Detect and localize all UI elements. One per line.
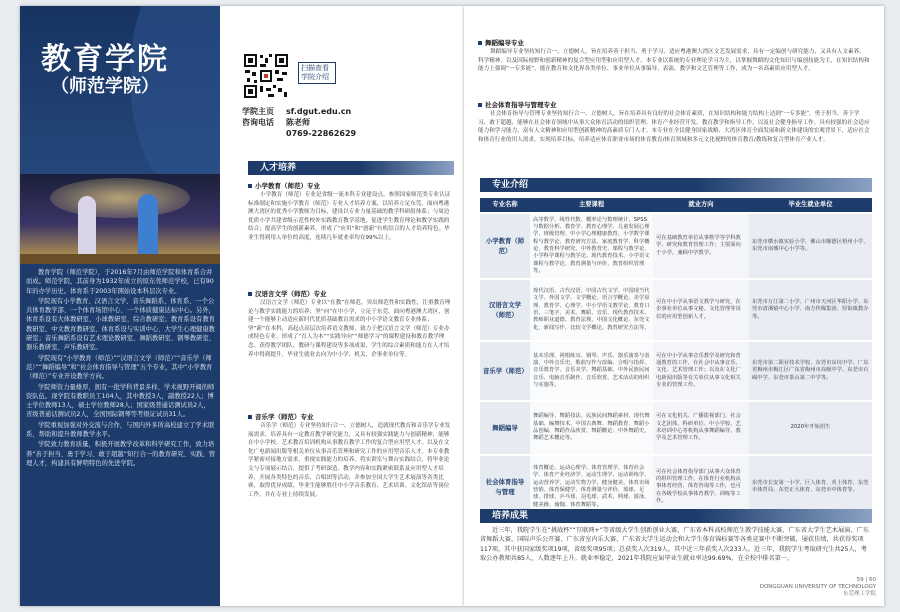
intro-paragraph: 学院现有小学教育、汉语言文学、音乐舞蹈系、体育系、一个公共体育教学部、一个体育场馆中心、一个体质健康达标中心。另外，体育系设有大体教研室、小球教研室、综合教研室；教育系设有教育教研室、中文教育教研室、体育系设与实训中心、大学生心理健康教研室；音乐舞蹈系设有艺术理论教研室、舞蹈教研室、钢琴教研室、器乐教研室、声乐教研室。: [26, 297, 215, 352]
title-block: [20, 6, 220, 174]
col-header-courses: 主要课程: [530, 198, 653, 212]
cell-career: 可在文化机关、广播影视部门、社会文艺团体、科研单位、中小学校、艺术培训中心等机构从事舞蹈编导、教学及艺术管理工作。: [653, 402, 749, 454]
right-page: [464, 6, 884, 606]
cell-major: 音乐学（师范）: [480, 342, 530, 400]
performer-right: [138, 194, 158, 258]
college-title: 教育学院: [41, 42, 169, 77]
major-title-chinese: 汉语言文学（师范）专业: [248, 289, 327, 298]
intro-paragraph: 学院重视加强对外交流与合作，与国内外多所高校建立了学术联系，帮助和提升教师教学水平。: [26, 421, 215, 439]
cell-courses: 舞蹈编导、舞蹈技法、民族民间舞蹈素材、现代舞基础、编舞技术、中国古典舞、舞蹈教育、舞蹈小品创编、舞蹈作品欣赏、舞蹈概论、中外舞蹈史、舞蹈艺术概论等。: [530, 402, 653, 454]
major-desc-music: 音乐学（师范）专业坚持知行合一、立德树人，造就现代教育和音乐学专业发展需求。培养具有一定教育教学研究能力，又具有较强实践能力与创新精神，能够在中小学校、艺术教育培训机构从事教育教学工作的复合型应用型人才。以及在文化广电新闻出版等相关单位从事音乐管理和研究工作的应用型音乐人才。本专业教学紧密对接地方需求，重视实践能力的培养，将实训室与舞台实践结合，将毕业论文与专项展示结合，提供了考研深造、教学内容和实践紧密联系及应用型人才培养，开展各类特色的音乐、合唱团等活动，并参加全国大学生艺术展演等各类比赛，取得优异成绩。毕业生能够胜任中小学音乐教育、艺术培训、文化馆站等岗位工作，并在专业上持续发展。: [248, 423, 451, 498]
major-title-dance: 舞蹈编导专业: [478, 38, 524, 47]
university-name-en: DONGGUAN UNIVERSITY OF TECHNOLOGY: [759, 584, 876, 590]
college-subtitle: （师范学院）: [51, 76, 159, 97]
cell-major: 汉语言文学（师范）: [480, 280, 530, 340]
major-desc-dance: 舞蹈编导专业坚持知行合一、立德树人，旨在培养善于担当、勇于学习、适应粤港澳大湾区文艺发展需求，具有一定编创与研究能力，又具有人文素养、科学精神，以及国际视野和创新精神的复合型应用型和应用型人才。本专业以系统的专业理论学习为主，以掌握舞蹈的文化知识与编创技能为主，在知识结构和能力上强调“一专多能”，能在教育和文化界各类单位、事业单位从事编导、表演、教学和文艺管理等工作，成为一名高素质应用型人才。: [478, 49, 870, 73]
cell-career: 可在中小学从事语文教学与研究，在企事业单位从事文秘、文化管理等岗位的应用型创新人才。: [653, 280, 749, 340]
cell-employers: 东莞市万江第二小学、广州市天河区华阳小学、东莞市清溪镇中心小学、南方传媒集团、厚街镇教办等。: [749, 280, 872, 340]
intro-paragraph: 教育学院（师范学院），于2016年7月由师范学院和体育系合并而成。师范学院，其前身为1932年成立的原东莞师范学校，已有90年的办学历史。体育系于2003年開始设本科层次专业。: [26, 269, 214, 295]
cell-major: 社会体育指导与管理: [480, 456, 530, 518]
major-desc-sport: 社会体育指导与管理专业坚持知行合一、立德树人，旨在培养具有良好的社会体育素质，在知识结构和能力结构上达到“一专多能”，勇于担当、善于学习、敢于超越、能够在社会体育领域中从事大众体育活动的组织管理、体育产业经营开发、教育教学和指导工作，以及社会健身指导工作。具有较强的社会适应能力和学习能力，富有人文精神和应用型创新精神的高素质专门人才。本专业在全民健身国家战略、大湾区体育全面发展和新文体建设的宏观背景下，适应社会和体育行业的用人需求，实现培养目标，培养适应体育职业市场的体育教育/体育领域和多元文化视野的体育教育/教练和复合型体育产业人才。: [478, 111, 870, 143]
qr-code-icon: [242, 52, 290, 100]
page-folio: [760, 577, 876, 598]
stage-light: [50, 178, 190, 218]
section-header-achievements: 培养成果: [480, 509, 872, 523]
achievements-text: 近三年，我院学生在“挑战杯”“互联网+”等省级大学生创新创业大赛，广东省本科高校师范生教学技能大赛、广东省大学生艺术展演、广东省舞蹈大赛、国际声乐公开赛、广东省室内乐大赛、广东省大学生运动会和大学生体育锦标赛等各类竞赛中不断突破，屡获佳绩，共获得奖项117项，其中获国家级奖项19项，省级奖项95项；总获奖人次319人。其中近三年获奖人次233人。近三年，我院学生考取研究生共25人，考取公办教师共85人，人数逐年上升。就业率稳定，2021年我院应届毕业生就业率达99.69%，在全校中排名第一。: [480, 527, 869, 562]
intro-paragraph: 学院现有“小学教育（师范）”“汉语言文学（师范）”“音乐学（师范）”“舞蹈编导”和“社会体育指导与管理”五个专业，其中“小学教育（师范）”专业开设教学方向。: [26, 354, 213, 381]
table-row: [480, 280, 872, 340]
site-label: 学院主页: [242, 107, 274, 116]
cell-career: 可在基础教育单位从事数学等学科教学、研究和教育管理工作；主要面向于小学，兼顾中学教学。: [653, 214, 749, 278]
cell-employers: 东莞市第二职业技术学校、东莞市东坑中学、广东省梅州市梅江区广东省梅州市高级中学、东莞市石碣中学、东莞市茶山第二中学等。: [749, 342, 872, 400]
col-header-career: 就业方向: [653, 198, 749, 212]
cell-employers: 东莞市长安第一小学、巨人体育、英士体育、东莞市体育局、东莞正大体育、东莞市中体育等。: [749, 456, 872, 518]
college-intro: [26, 268, 216, 469]
stage-floor: [20, 254, 220, 264]
phone-number: 0769-22862629: [286, 129, 357, 138]
cell-major: 舞蹈编导: [480, 402, 530, 454]
qr-caption: 扫描查看学院介绍: [298, 62, 336, 84]
cell-employers: 东莞市横水镇实验小学、佛山市顺德区梧州小学、东莞市南城中心小学等。: [749, 214, 872, 278]
university-name-cn: 东莞理工学院: [842, 591, 876, 597]
cell-courses: 体育概论、运动心理学、体育管理学、体育社会学、体育产业经济学、运动生理学、运动训练学、运动营养学、运动生物力学、健身健美、体育市场营销、体育保健学、体育测量与评价、篮球、足球、排球、乒乓球、羽毛球、武术、网球、游泳、健美操、瑜伽、体育舞蹈等。: [530, 456, 653, 518]
cell-courses: 现代汉语、古代汉语、中国古代文学、中国现当代文学、外国文学、文学概论、语言学概论、美学原理、教育学、心理学、中小学语文教学论、教育口语、三笔字、美术、舞蹈、音乐、现代教育技术、教师职业道德、教育法规、中国文化概论、东莞文化、新闻写作、比较文学概论、教育研究方法等。: [530, 280, 653, 340]
intro-paragraph: 学院师资力量雄厚，拥有一批学科背景多样、学术视野开阔的师资队伍。现学院有教职员工104人，其中教授3人，副教授22人；博士学位教师13人，硕士学位教师28人；国家级普通话测试员2人，省级普通话测试员2人，全国国际钢琴等考级证试员31人。: [26, 383, 215, 419]
contact-person: 陈老师: [286, 118, 310, 127]
cell-career: 可在社会体育指导部门从事大众体育的组织管理工作，在体育行业机构从事体育经营、体育咨询等工作，也可在各级学校从事体育教学、训练等工作。: [653, 456, 749, 518]
cell-major: 小学教育（师范）: [480, 214, 530, 278]
table-row: [480, 402, 872, 454]
table-row: [480, 342, 872, 400]
phone-label: 咨询电话: [242, 118, 274, 127]
contact-block: [242, 106, 356, 139]
major-title-sport: 社会体育指导与管理专业: [478, 100, 557, 109]
left-page: [20, 6, 464, 606]
col-header-employers: 毕业生就业单位: [749, 198, 872, 212]
qr-code[interactable]: [242, 52, 290, 100]
intro-paragraph: 学院致力教育质量，积极开展教学改革和科学研究工作，致力培养“善于担当、勇于学习、敢于超越”知行合一的教育研究、实践、管理人才，构建具有鲜明特色的先进学院。: [26, 441, 216, 467]
cell-employers: 2020年开始招生: [749, 402, 872, 454]
cell-career: 可在中小学从事音乐教学及研究和普通教育的工作，在社会中从事音乐、文化、艺术管理工作；以及在文化广电新闻出版等有关单位从事文化相关专业的管理工作。: [653, 342, 749, 400]
col-header-major: 专业名称: [480, 198, 530, 212]
major-desc-chinese: 汉语言文学（师范）专业以“在教”在师范，突出师范性和实践性，注重教育理论与教学实践能力的培养；坚“向”在中小学，立足于东莞，面向粤港澳大湾区，创建一个能够主动适应新时代优质基础教育需求的中小学语文教育专业体系；坚“新”在本科，高起点高层次培养语文教师，致力于把汉语言文学（师范）专业办成特色专业。形成了“育人为本”“实践导向”“师德学习”的课程建设和教育教学理念。获得教学团队、教研与课程建设等多项成果，学生的综合素质和能力在人才培养中得到提升，毕业生就业去向为中小学、机关、企事业单位等。: [248, 300, 451, 358]
section-header-majors: 专业介绍: [480, 178, 872, 192]
navy-column: [20, 6, 220, 606]
cell-courses: 基本乐理、视唱练耳、钢琴、声乐、器乐演奏与表演、中外音乐史、歌曲写作与改编、合唱与指挥、音乐教育学、音乐美学、舞蹈基础、中外民族民间音乐、电脑音乐制作、音乐欣赏、艺术活动的组织与实施等。: [530, 342, 653, 400]
major-title-music: 音乐学（师范）专业: [248, 412, 314, 421]
major-title-primary: 小学教育（师范）专业: [248, 181, 320, 190]
performer-left: [78, 196, 96, 258]
performance-photo: [20, 174, 220, 264]
section-header-talent: 人才培养: [248, 161, 454, 175]
table-header-row: [480, 198, 872, 212]
site-url[interactable]: sf.dgut.edu.cn: [286, 107, 352, 116]
table-row: [480, 214, 872, 278]
majors-table: [480, 196, 872, 520]
major-desc-primary: 小学教育（师范）专业是省级一流本科专业建设点。参照国家师范类专业认证标准制定和实施小学教育（师范）专业人才培养方案，以培养立足东莞、面向粤港澳大湾区的优秀小学教师为目标，建设以专业力量基础的教学科研组体系；与周边优质小学共建省级示范性校外实践教育教学基地，促进学生教育理论和教学实践的结合；提高学生的创新素养，形成了“应用”和“创新”有机结合的人才培养特色。毕业生得到用人单位的高度，连续几年就业率均在99%以上。: [248, 192, 451, 241]
page-numbers: 59 | 60: [856, 577, 876, 583]
cell-courses: 高等数学、线性代数、概率论与数理统计、SPSS与数据分析、教育学、教育心理学、儿童发展心理学、班级管理、中小学心理健康教育、小学数学课程与教学论、教育研究方法、家庭教育学、科学概论、教育科学研究、中外教育史、课程与教学论、小学科学课程与教学论、现代教育技术、小学语文课程与教学论、教育测量与评价、教育组织管理等。: [530, 214, 653, 278]
